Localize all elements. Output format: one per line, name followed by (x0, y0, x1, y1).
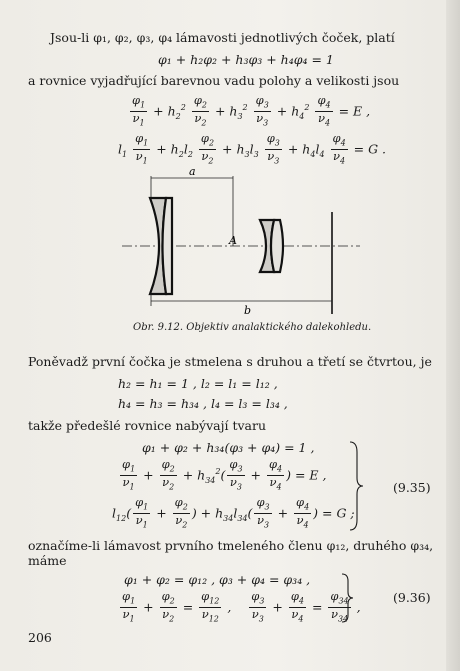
equation-s3-rhs: = G ; (322, 505, 355, 521)
page-edge (446, 0, 460, 671)
lens-4 (271, 220, 283, 272)
equation-doublets-1: φ₁ + φ₂ = φ₁₂ , φ₃ + φ₄ = φ₃₄ , (124, 572, 311, 587)
equation-chromatic-position: $\frac{\varphi_1}{\nu_1}$ + $h_2^2$ $\frac{\varphi_2}{\nu_2}$ + $h_3^2$ $\frac{\varphi_3}{\nu_3}$ + $h_4^2$ $\frac{\varphi_4}{\nu_4}$ = E , (132, 93, 371, 128)
right-brace-2 (340, 572, 354, 624)
equation-doublets-2: $\frac{\varphi_1}{\nu_1}$ + $\frac{\varphi_2}{\nu_2}$ = $\frac{\varphi_{12}}{\nu_{12}}$ , $\frac{\varphi_3}{\nu_3}$ + $\frac{\varphi_4}{\nu_4}$ = $\frac{\varphi_{34}}{\nu_{34}}$ , (122, 589, 361, 624)
equation-g-rhs: = G . (353, 141, 387, 157)
equation-number-935: (9.35) (393, 480, 431, 495)
right-brace-1 (348, 440, 364, 532)
equation-s2-rhs: = E , (294, 467, 327, 483)
label-A: A (229, 234, 237, 247)
paragraph-5b: máme (28, 553, 67, 568)
label-a: a (189, 168, 196, 178)
equation-system-3: $l_{12}$( $\frac{\varphi_1}{\nu_1}$ + $\frac{\varphi_2}{\nu_2}$ ) + $h_{34}l_{34}$( $\frac{\varphi_3}{\nu_3}$ + $\frac{\varphi_4}{\nu_4}$ ) = G ; (112, 495, 355, 530)
equation-system-2: $\frac{\varphi_1}{\nu_1}$ + $\frac{\varphi_2}{\nu_2}$ + $h_{34}^2$( $\frac{\varphi_3}{\nu_3}$ + $\frac{\varphi_4}{\nu_4}$ ) = E , (122, 457, 327, 492)
equation-system-1: φ₁ + φ₂ + h₃₄(φ₃ + φ₄) = 1 , (142, 440, 315, 455)
paragraph-2: a rovnice vyjadřující barevnou vadu polohy a velikosti jsou (28, 73, 400, 88)
equation-e-rhs: = E , (338, 103, 371, 119)
equation-heights-2: h₄ = h₃ = h₃₄ , l₄ = l₃ = l₃₄ , (118, 396, 288, 411)
equation-power: φ₁ + h₂φ₂ + h₃φ₃ + h₄φ₄ = 1 (158, 52, 334, 67)
paragraph-3: Poněvadž první čočka je stmelena s druhou a třetí se čtvrtou, je (28, 354, 432, 369)
label-b: b (244, 304, 252, 317)
page-number: 206 (28, 630, 52, 645)
paragraph-4: takže předešlé rovnice nabývají tvaru (28, 418, 267, 433)
paragraph-5a: označíme-li lámavost prvního tmeleného členu φ₁₂, druhého φ₃₄, (28, 538, 434, 553)
figure-caption: Obr. 9.12. Objektiv analaktického dalekohledu. (133, 322, 372, 333)
lens-2 (163, 198, 173, 294)
paragraph-1: Jsou-li φ₁, φ₂, φ₃, φ₄ lámavosti jednotlivých čoček, platí (50, 30, 395, 45)
equation-number-936: (9.36) (393, 590, 431, 605)
equation-chromatic-magnification: $l_1$ $\frac{\varphi_1}{\nu_1}$ + $h_2l_2$ $\frac{\varphi_2}{\nu_2}$ + $h_3l_3$ $\frac{\varphi_3}{\nu_3}$ + $h_4l_4$ $\frac{\varphi_4}{\nu_4}$ = G . (118, 131, 387, 166)
equation-heights-1: h₂ = h₁ = 1 , l₂ = l₁ = l₁₂ , (118, 376, 278, 391)
lens-diagram (110, 168, 360, 318)
